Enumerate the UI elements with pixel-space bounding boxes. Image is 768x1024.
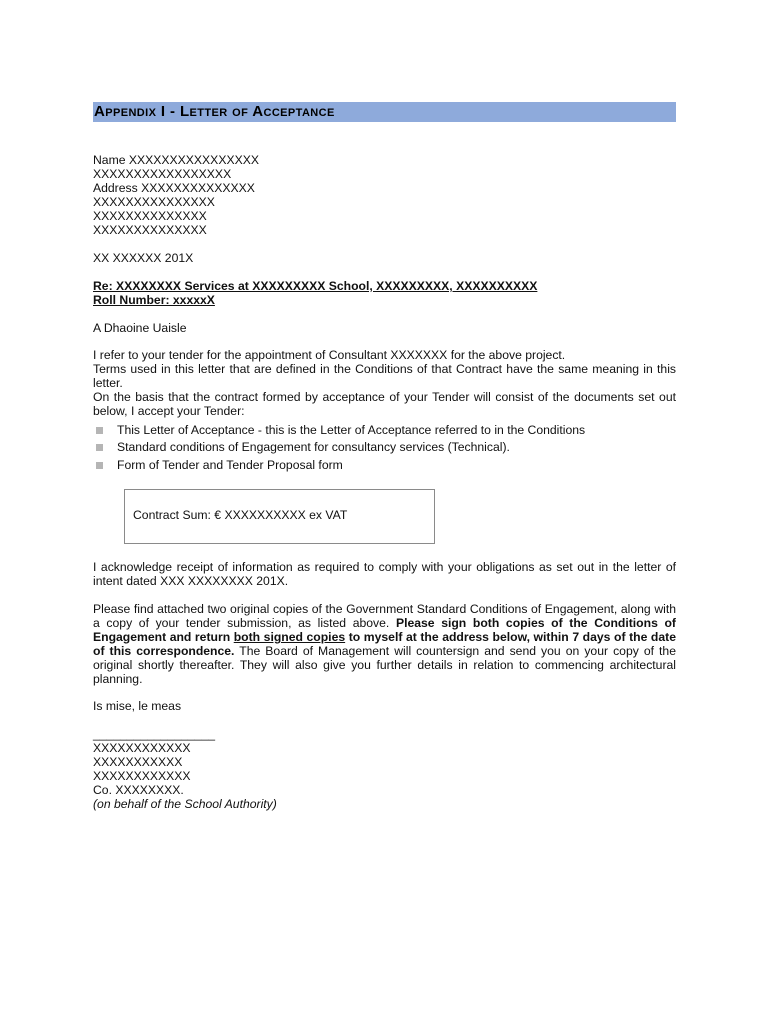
recipient-line-5: XXXXXXXXXXXXXX <box>93 209 207 223</box>
closing: Is mise, le meas <box>93 699 182 713</box>
recipient-address <box>93 153 676 237</box>
signature-county: Co. XXXXXXXX. <box>93 783 184 797</box>
bullet-square-icon <box>96 427 103 434</box>
list-item-text: Form of Tender and Tender Proposal form <box>117 458 343 472</box>
intro-paragraph-1: I refer to your tender for the appointment of Consultant XXXXXXX for the above project. <box>93 348 566 362</box>
attached-text-2: The Board of Management will countersign and send you on your copy of the original shortly thereafter. They will also give you further details in relation to commencing architectural planning. <box>93 644 676 686</box>
bullet-square-icon <box>96 462 103 469</box>
contract-sum: Contract Sum: € XXXXXXXXXX ex VAT <box>133 508 348 522</box>
intro-paragraph-3: On the basis that the contract formed by acceptance of your Tender will consist of the documents set out below, I accept your Tender: <box>93 390 676 418</box>
on-behalf-text: (on behalf of the School Authority) <box>93 797 277 811</box>
signature-address-2: XXXXXXXXXXXX <box>93 769 191 783</box>
recipient-address-line: Address XXXXXXXXXXXXXX <box>93 181 255 195</box>
on-behalf-note <box>93 797 676 811</box>
signature-name: XXXXXXXXXXXX <box>93 741 191 755</box>
recipient-line-2: XXXXXXXXXXXXXXXXX <box>93 167 232 181</box>
roll-number: Roll Number: xxxxxX <box>93 293 215 307</box>
list-item-text: Standard conditions of Engagement for consultancy services (Technical). <box>117 440 510 454</box>
bullet-square-icon <box>96 444 103 451</box>
attached-text-1: Please find attached two original copies of the Government Standard Conditions of Engagement, along with a copy of your tender submission, as listed above. <box>93 602 676 630</box>
intro-paragraph-2: Terms used in this letter that are defined in the Conditions of that Contract have the same meaning in this letter. <box>93 362 676 390</box>
acknowledge-paragraph: I acknowledge receipt of information as required to comply with your obligations as set out in the letter of intent dated XXX XXXXXXXX 201X. <box>93 560 676 588</box>
letter-date: XX XXXXXX 201X <box>93 251 194 265</box>
attached-bold-text-2: to myself at the address below, within 7 days of the date of this correspondence. <box>93 630 676 658</box>
signature-block <box>93 727 676 811</box>
subject-line: Re: XXXXXXXX Services at XXXXXXXXX School, XXXXXXXXX, XXXXXXXXXX <box>93 279 538 293</box>
signature-address-1: XXXXXXXXXXX <box>93 755 183 769</box>
attached-paragraph <box>93 602 676 686</box>
intro-paragraphs <box>93 348 676 418</box>
signed-copies-emphasis: both signed copies <box>233 630 346 644</box>
recipient-line-6: XXXXXXXXXXXXXX <box>93 223 207 237</box>
subject-block <box>93 279 676 307</box>
signature-line: __________________ <box>93 727 216 741</box>
list-item-text: This Letter of Acceptance - this is the Letter of Acceptance referred to in the Conditions <box>117 423 586 437</box>
attached-bold-text: Please sign both copies of the Conditions of Engagement and return <box>93 616 676 644</box>
appendix-heading: Appendix I - Letter of Acceptance <box>93 102 676 122</box>
contract-sum-box <box>124 489 435 544</box>
recipient-line-4: XXXXXXXXXXXXXXX <box>93 195 215 209</box>
recipient-name: Name XXXXXXXXXXXXXXXX <box>93 153 259 167</box>
salutation: A Dhaoine Uaisle <box>93 321 187 335</box>
